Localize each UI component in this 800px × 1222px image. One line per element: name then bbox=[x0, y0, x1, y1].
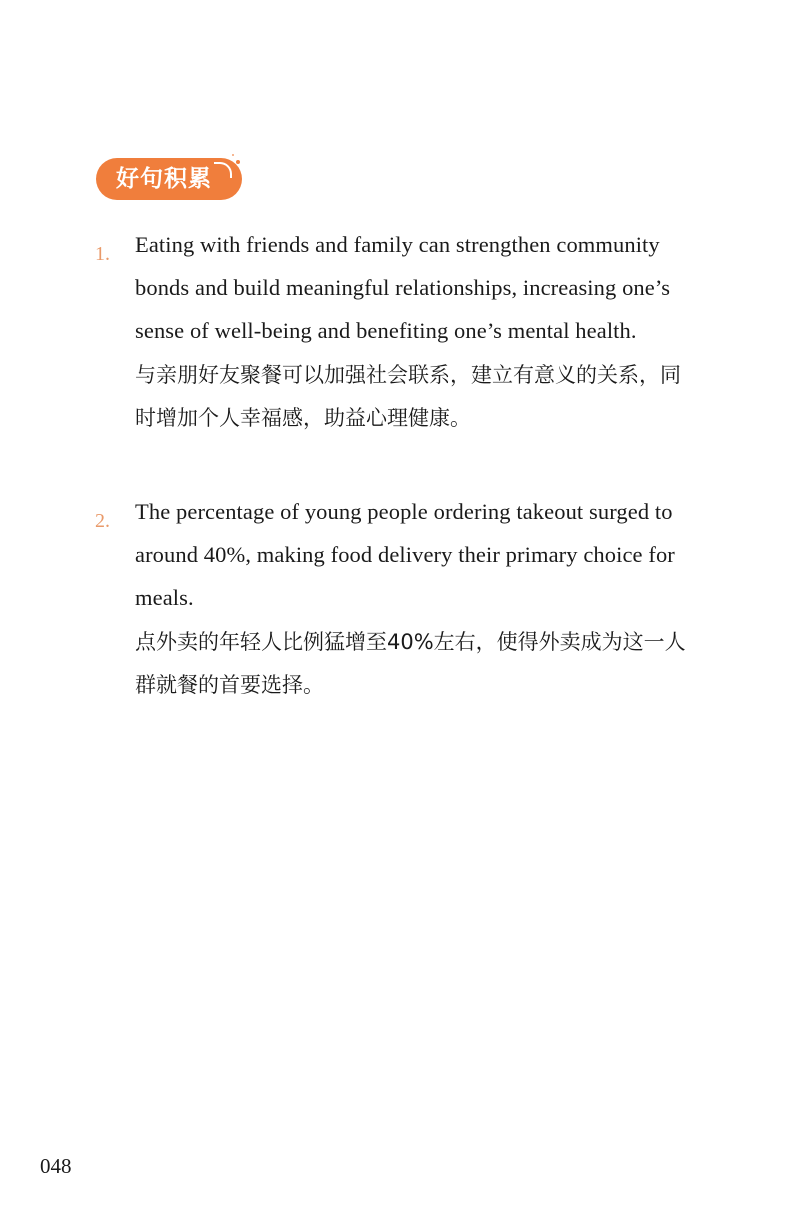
sentence-english: Eating with friends and family can strengthen community bonds and build meaningful relationships, increasing one’s sense of well-being and benefiting one’s mental health. bbox=[135, 232, 671, 343]
section-tag-label: 好句积累 bbox=[96, 158, 242, 200]
sentence-number: 2. bbox=[95, 510, 110, 532]
section-tag bbox=[96, 158, 246, 202]
sentence-chinese: 点外卖的年轻人比例猛增至40%左右，使得外卖成为这一人群就餐的首要选择。 bbox=[135, 630, 686, 697]
sparkle-icon-small bbox=[232, 154, 234, 156]
sentence-chinese: 与亲朋好友聚餐可以加强社会联系，建立有意义的关系，同时增加个人幸福感，助益心理健康。 bbox=[135, 363, 681, 430]
sentence-number: 1. bbox=[95, 243, 110, 265]
sentence-entry-1 bbox=[95, 223, 695, 440]
sentence-entry-2 bbox=[95, 490, 695, 707]
sentence-english: The percentage of young people ordering takeout surged to around 40%, making food delivery their primary choice for meals. bbox=[135, 499, 675, 610]
sparkle-icon bbox=[236, 160, 240, 164]
page-number: 048 bbox=[40, 1154, 72, 1178]
